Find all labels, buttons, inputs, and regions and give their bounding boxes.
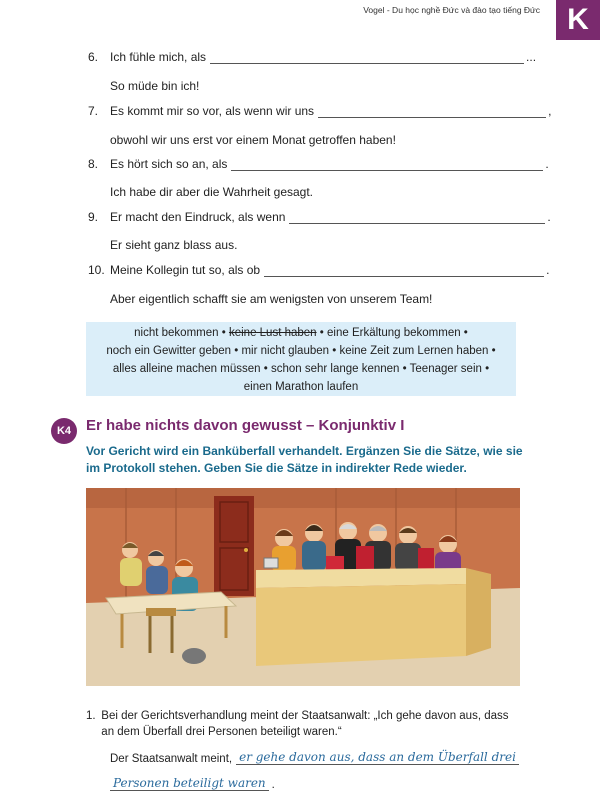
answer-blank[interactable] <box>264 264 544 277</box>
answer-blank[interactable] <box>210 51 524 64</box>
section-badge: K4 <box>51 418 77 444</box>
chapter-tab: K <box>556 0 600 40</box>
exercise-continuation: obwohl wir uns erst vor einem Monat getroffen haben! <box>110 133 396 147</box>
section-title: Er habe nichts davon gewusst – Konjunktiv I <box>86 417 405 434</box>
exercise-stem: Es kommt mir so vor, als wenn wir uns <box>110 104 315 118</box>
exercise-7 <box>88 104 551 118</box>
exercise-stem: Es hört sich so an, als <box>110 157 228 171</box>
task-text: Bei der Gerichtsverhandlung meint der Staatsanwalt: „Ich gehe davon aus, dass an dem Überfall drei Personen beteiligt waren.“ <box>101 710 509 738</box>
word-item: nicht bekommen • <box>134 327 226 339</box>
answer-end: . <box>271 779 275 791</box>
exercise-continuation: Ich habe dir aber die Wahrheit gesagt. <box>110 185 314 199</box>
exercise-stem: Meine Kollegin tut so, als ob <box>110 263 261 277</box>
word-item-crossed: keine Lust haben <box>228 327 317 339</box>
handwritten-answer[interactable]: Personen beteiligt waren <box>110 776 269 791</box>
exercise-9 <box>88 210 551 224</box>
answer-blank[interactable] <box>289 211 545 224</box>
exercise-end: . <box>546 263 550 277</box>
handbag <box>182 648 206 664</box>
answer-line-1 <box>110 750 519 765</box>
exercise-stem: Er macht den Eindruck, als wenn <box>110 210 286 224</box>
word-box <box>86 322 516 396</box>
exercise-continuation: Aber eigentlich schafft sie am wenigsten von unserem Team! <box>110 292 433 306</box>
exercise-number: 9. <box>88 210 99 224</box>
exercise-number: 10. <box>88 263 105 277</box>
exercise-8 <box>88 157 549 171</box>
answer-blank[interactable] <box>231 158 543 171</box>
section-instruction: Vor Gericht wird ein Banküberfall verhandelt. Ergänzen Sie die Sätze, wie sie im Protokoll stehen. Geben Sie die Sätze in indirekter Rede wieder. <box>86 444 523 475</box>
exercise-end: ... <box>526 50 537 64</box>
exercise-continuation: Er sieht ganz blass aus. <box>110 238 238 252</box>
word-item: • eine Erkältung bekommen • <box>319 327 468 339</box>
handwritten-answer[interactable]: er gehe davon aus, dass an dem Überfall drei <box>236 750 519 765</box>
exercise-end: . <box>547 210 551 224</box>
exercise-end: , <box>548 104 552 118</box>
exercise-6 <box>88 50 536 64</box>
exercise-end: . <box>545 157 549 171</box>
word-box-line: noch ein Gewitter geben • mir nicht glauben • keine Zeit zum Lernen haben • <box>106 345 496 357</box>
exercise-number: 7. <box>88 104 99 118</box>
answer-line-2 <box>110 776 275 791</box>
word-box-line: alles alleine machen müssen • schon sehr lange kennen • Teenager sein • <box>112 363 490 375</box>
exercise-number: 6. <box>88 50 99 64</box>
exercise-stem: Ich fühle mich, als <box>110 50 207 64</box>
courtroom-illustration <box>86 488 520 686</box>
word-box-line: einen Marathon laufen <box>243 381 359 393</box>
exercise-10 <box>88 263 549 277</box>
word-box-line <box>86 324 516 342</box>
page-header: Vogel - Du học nghề Đức và đào tạo tiếng Đức <box>363 5 540 15</box>
exercise-continuation: So müde bin ich! <box>110 79 200 93</box>
task-number: 1. <box>86 710 96 722</box>
answer-prefix: Der Staatsanwalt meint, <box>110 753 233 765</box>
exercise-number: 8. <box>88 157 99 171</box>
answer-blank[interactable] <box>318 105 546 118</box>
task-1 <box>86 708 516 740</box>
